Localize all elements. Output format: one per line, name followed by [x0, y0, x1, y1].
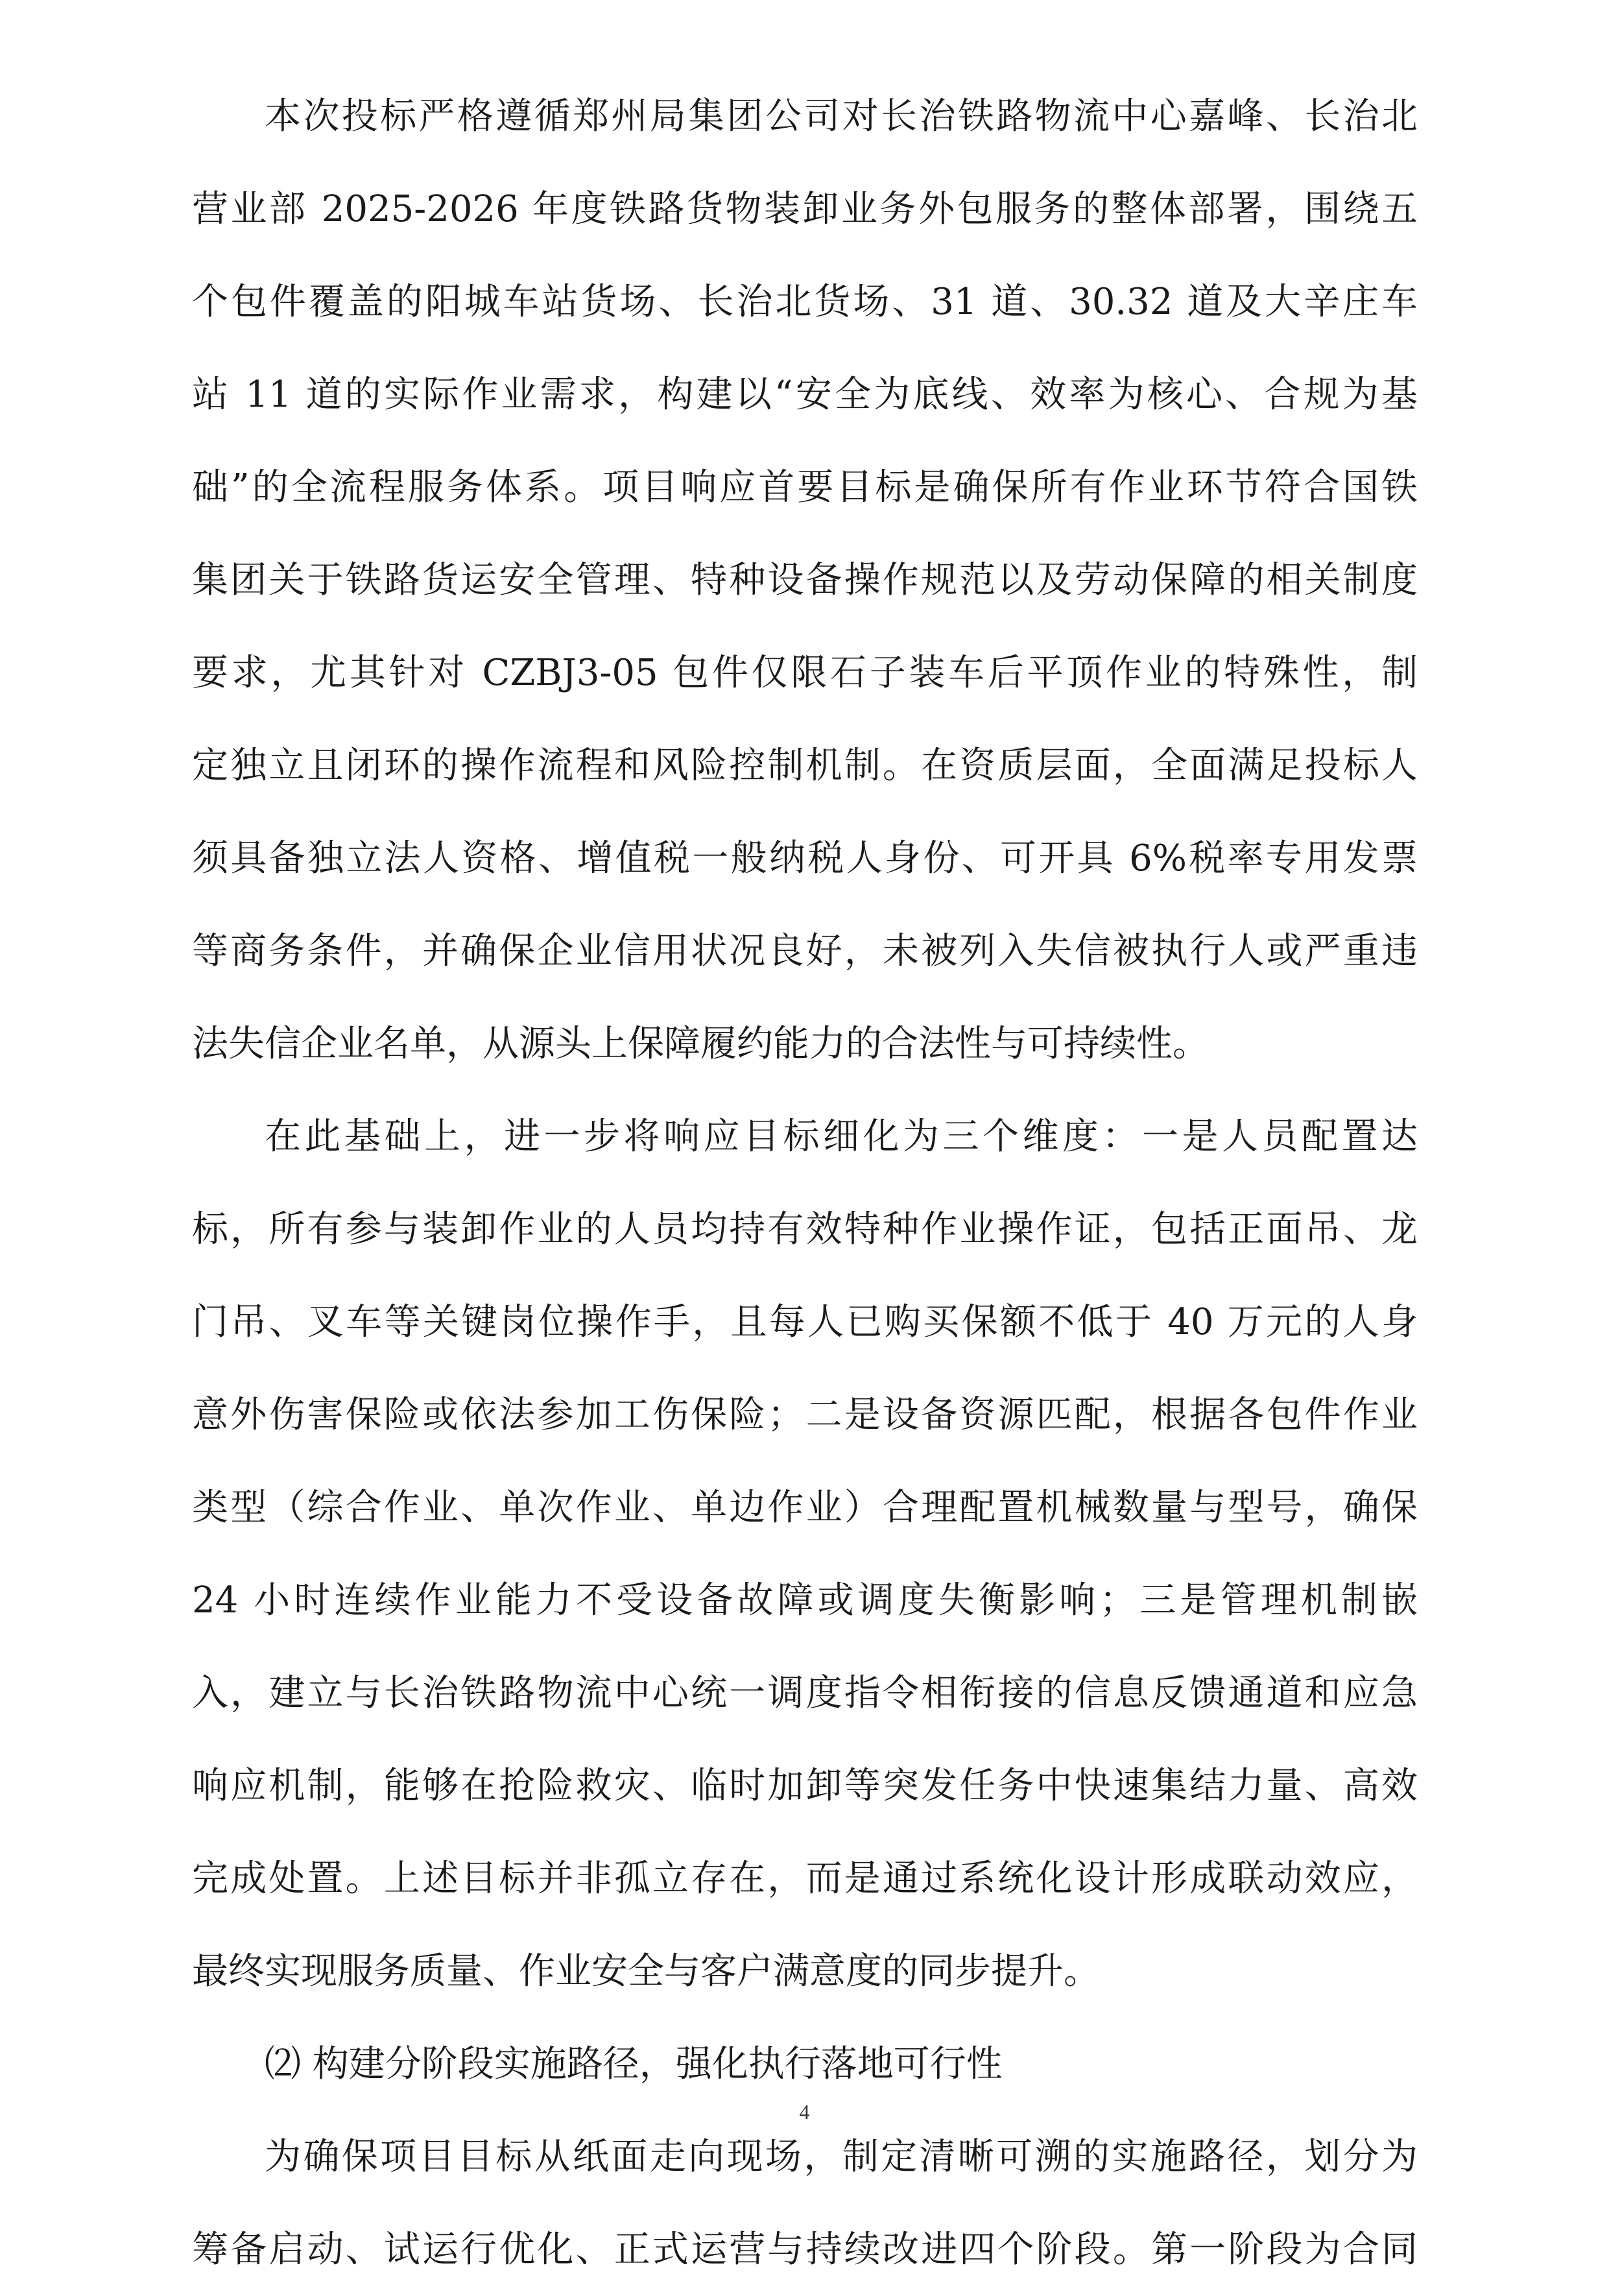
paragraph-line: 集团关于铁路货运安全管理、特种设备操作规范以及劳动保障的相关制度 — [192, 559, 1418, 601]
section-heading: ⑵ 构建分阶段实施路径，强化执行落地可行性 — [265, 2043, 1003, 2085]
paragraph-line: 响应机制，能够在抢险救灾、临时加卸等突发任务中快速集结力量、高效 — [192, 1765, 1418, 1807]
document-body — [192, 70, 1418, 2296]
paragraph-line: 须具备独立法人资格、增值税一般纳税人身份、可开具 6%税率专用发票 — [192, 837, 1418, 879]
paragraph-line: 在此基础上，进一步将响应目标细化为三个维度：一是人员配置达 — [265, 1116, 1418, 1158]
paragraph-line: 站 11 道的实际作业需求，构建以“安全为底线、效率为核心、合规为基 — [192, 374, 1418, 416]
paragraph-line: 营业部 2025-2026 年度铁路货物装卸业务外包服务的整体部署，围绕五 — [192, 188, 1418, 230]
paragraph-line: 筹备启动、试运行优化、正式运营与持续改进四个阶段。第一阶段为合同 — [192, 2229, 1418, 2271]
paragraph-line: 个包件覆盖的阳城车站货场、长治北货场、31 道、30.32 道及大辛庄车 — [192, 281, 1418, 323]
paragraph-line: 最终实现服务质量、作业安全与客户满意度的同步提升。 — [192, 1950, 1100, 1992]
paragraph-line: 法失信企业名单，从源头上保障履约能力的合法性与可持续性。 — [192, 1023, 1209, 1065]
paragraph-line: 完成处置。上述目标并非孤立存在，而是通过系统化设计形成联动效应， — [192, 1858, 1418, 1900]
paragraph-line: 类型（综合作业、单次作业、单边作业）合理配置机械数量与型号，确保 — [192, 1487, 1418, 1529]
paragraph-line: 入，建立与长治铁路物流中心统一调度指令相衔接的信息反馈通道和应急 — [192, 1672, 1418, 1714]
paragraph-line: 等商务条件，并确保企业信用状况良好，未被列入失信被执行人或严重违 — [192, 930, 1418, 972]
paragraph-line: 24 小时连续作业能力不受设备故障或调度失衡影响；三是管理机制嵌 — [192, 1579, 1418, 1621]
paragraph-line: 门吊、叉车等关键岗位操作手，且每人已购买保额不低于 40 万元的人身 — [192, 1301, 1418, 1343]
paragraph-line: 础”的全流程服务体系。项目响应首要目标是确保所有作业环节符合国铁 — [192, 466, 1418, 508]
paragraph-line: 意外伤害保险或依法参加工伤保险；二是设备资源匹配，根据各包件作业 — [192, 1394, 1418, 1436]
paragraph-line: 要求，尤其针对 CZBJ3-05 包件仅限石子装车后平顶作业的特殊性，制 — [192, 652, 1418, 694]
paragraph-line: 定独立且闭环的操作流程和风险控制机制。在资质层面，全面满足投标人 — [192, 745, 1418, 787]
paragraph-line: 标，所有参与装卸作业的人员均持有效特种作业操作证，包括正面吊、龙 — [192, 1208, 1418, 1250]
paragraph-line: 本次投标严格遵循郑州局集团公司对长治铁路物流中心嘉峰、长治北 — [265, 95, 1418, 138]
paragraph-line: 为确保项目目标从纸面走向现场，制定清晰可溯的实施路径，划分为 — [265, 2136, 1418, 2178]
page-number: 4 — [799, 2100, 810, 2123]
